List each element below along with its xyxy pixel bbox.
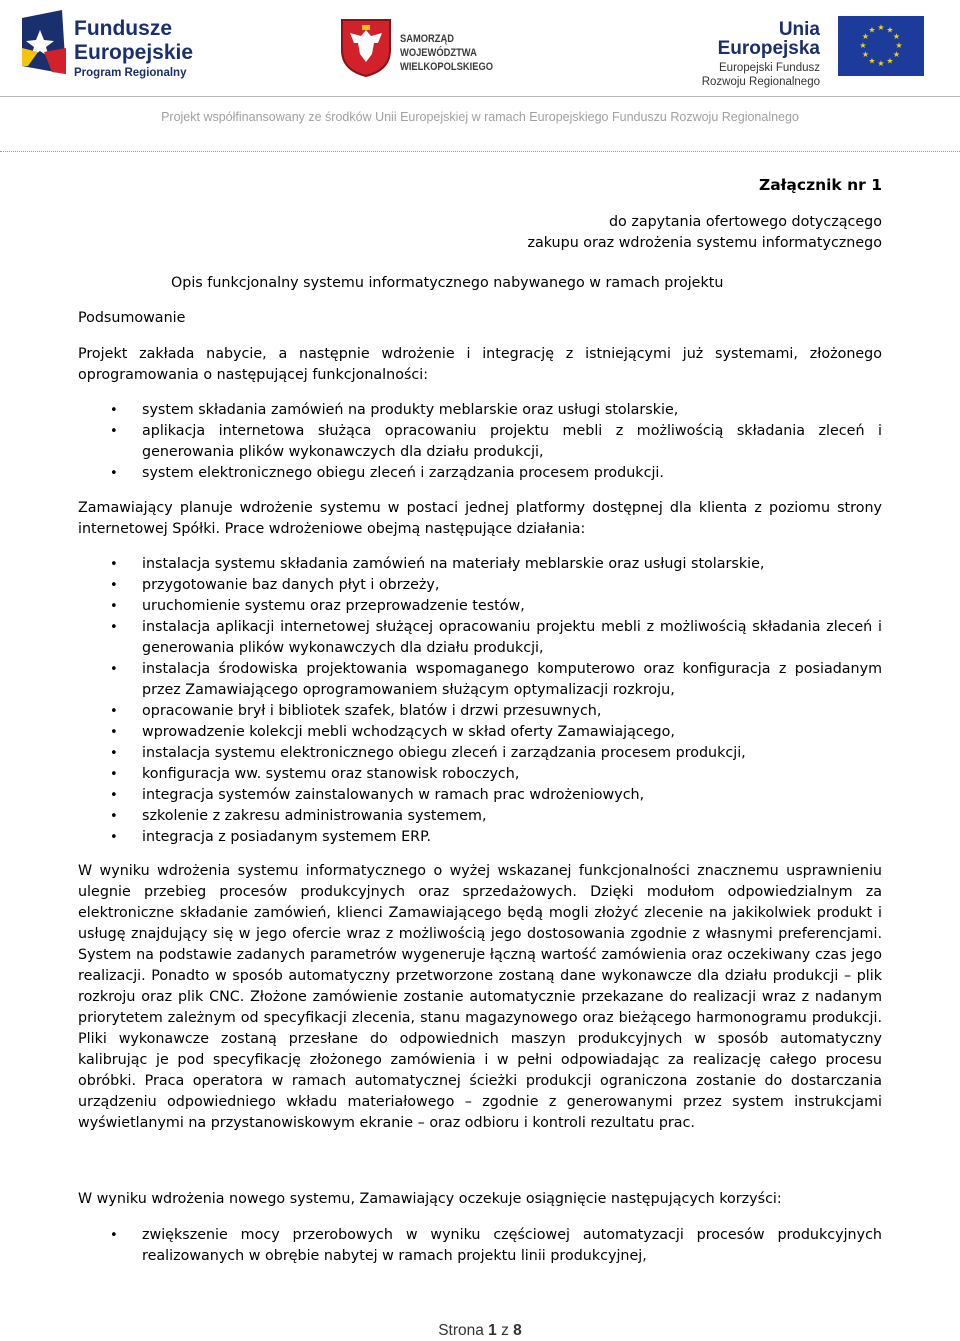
header-divider xyxy=(0,96,960,97)
wlkp-logo-line1: SAMORZĄD WOJEWÓDZTWA xyxy=(400,33,477,59)
svg-text:★: ★ xyxy=(886,25,894,35)
intro-paragraph: Projekt zakłada nabycie, a następnie wdrożenie i integrację z istniejącymi już systemami, złożonego oprogramowania o następującej funkcjonalności: xyxy=(78,346,882,383)
list-item: • instalacja systemu elektronicznego obiegu zleceń i zarządzania procesem produkcji, xyxy=(78,743,882,764)
result-paragraph: W wyniku wdrożenia systemu informatycznego o wyżej wskazanej funkcjonalności znacznemu usprawnieniu ulegnie przebieg procesów produkcyjnych oraz sprzedażowych. Dzięki modułom odpowiedzialnym za elektroniczne składanie zamówień, klienci Zamawiającego będą mogli złożyć zlecenie na jakikolwiek produkt i usługę znajdujący się w jego ofercie wraz z możliwością jego dostosowania zgodnie z własnymi preferencjami. System na podstawie zadanych parametrów wygeneruje łączną wartość zamówienia oraz oczekiwany czas jego realizacji. Ponadto w sposób automatyczny przetworzone zostaną dane wykonawcze dla działu produkcji – plik rozkroju oraz plik CNC. Złożone zamówienie zostanie automatycznie przekazane do realizacji wraz z nadanym priorytetem zależnym od specyfikacji zlecenia, stanu magazynowego oraz bieżącego harmonogramu produkcji. Pliki wykonawcze zostaną przesłane do odpowiednich maszyn produkcyjnych w sposób automatyczny kalibrując je pod specyfikację złożonego zamówienia i w pełni odpowiadając za realizację całego procesu obróbki. Praca operatora w ramach automatycznej ścieżki produkcji ograniczona zostanie do dostarczania urządzeniu odpowiedniego wkładu materiałowego – zgodnie z generowanymi przez system instrukcjami wyświetlanymi na przystanowiskowym ekranie – oraz odbioru i kontroli rezultatu prac. xyxy=(78,863,882,1131)
annex-reference-line1: do zapytania ofertowego dotyczącego xyxy=(608,214,882,230)
fe-logo-line3: Program Regionalny xyxy=(74,67,187,79)
wlkp-logo-line2: WIELKOPOLSKIEGO xyxy=(400,61,493,73)
svg-text:★: ★ xyxy=(886,56,894,66)
fe-logo-line2: Europejskie xyxy=(74,41,194,64)
list-item: • instalacja środowiska projektowania wspomaganego komputerowo oraz konfiguracja z posiadanym przez Zamawiającego oprogramowaniem służącym optymalizacji rozkroju, xyxy=(78,659,882,701)
svg-text:★: ★ xyxy=(895,41,903,50)
svg-text:★: ★ xyxy=(877,59,885,68)
svg-text:★: ★ xyxy=(892,32,901,41)
fundusze-europejskie-logo xyxy=(22,8,212,80)
page-header xyxy=(0,0,960,96)
svg-text:★: ★ xyxy=(877,23,885,32)
page-footer xyxy=(0,1322,960,1340)
list-item: • konfiguracja ww. systemu oraz stanowisk roboczych, xyxy=(78,764,882,785)
header-dotted-divider xyxy=(0,151,960,152)
list-item: • integracja z posiadanym systemem ERP. xyxy=(78,827,882,848)
svg-text:★: ★ xyxy=(868,25,876,35)
footer-page-total: 8 xyxy=(513,1322,522,1339)
list-item: • instalacja aplikacji internetowej służącej opracowaniu projektu mebli z możliwością składania zleceń i generowania plików wykonawczych dla działu produkcji, xyxy=(78,617,882,659)
annex-reference xyxy=(527,212,882,254)
fe-star-icon xyxy=(22,8,72,78)
ue-logo-line2: Europejski Fundusz xyxy=(719,62,820,74)
functions-list xyxy=(78,400,882,484)
list-item: • uruchomienie systemu oraz przeprowadzenie testów, xyxy=(78,596,882,617)
wielkopolska-logo xyxy=(338,16,538,78)
list-item: • instalacja systemu składania zamówień na materiały meblarskie oraz usługi stolarskie, xyxy=(78,554,882,575)
annex-title: Załącznik nr 1 xyxy=(758,176,882,194)
benefits-list xyxy=(78,1225,882,1267)
svg-text:★: ★ xyxy=(861,50,870,59)
svg-text:★: ★ xyxy=(892,50,901,59)
list-item: • opracowanie brył i bibliotek szafek, blatów i drzwi przesuwnych, xyxy=(78,701,882,722)
unia-europejska-logo xyxy=(674,14,924,88)
plan-paragraph: Zamawiający planuje wdrożenie systemu w postaci jednej platformy dostępnej dla klienta z poziomu strony internetowej Spółki. Prace wdrożeniowe obejmą następujące działania: xyxy=(78,500,882,537)
svg-text:★: ★ xyxy=(868,56,876,66)
annex-reference-line2: zakupu oraz wdrożenia systemu informatycznego xyxy=(527,235,882,251)
ue-logo-line1: Unia Europejska xyxy=(717,19,820,59)
list-item: • system składania zamówień na produkty meblarskie oraz usługi stolarskie, xyxy=(78,400,882,421)
fe-logo-line1: Fundusze xyxy=(74,17,172,40)
cofinancing-note: Projekt współfinansowany ze środków Unii Europejskiej w ramach Europejskiego Funduszu Rozwoju Regionalnego xyxy=(161,110,799,124)
benefits-intro: W wyniku wdrożenia nowego systemu, Zamawiający oczekuje osiągnięcie następujących korzyści: xyxy=(78,1191,782,1207)
list-item: • zwiększenie mocy przerobowych w wyniku częściowej automatyzacji procesów produkcyjnych realizowanych w obrębie nabytej w ramach projektu linii produkcyjnej, xyxy=(78,1225,882,1267)
list-item: • szkolenie z zakresu administrowania systemem, xyxy=(78,806,882,827)
svg-text:★: ★ xyxy=(859,41,867,50)
document-subtitle: Opis funkcjonalny systemu informatycznego nabywanego w ramach projektu xyxy=(171,275,724,291)
list-item: • integracja systemów zainstalowanych w ramach prac wdrożeniowych, xyxy=(78,785,882,806)
actions-list xyxy=(78,554,882,848)
list-item: • przygotowanie baz danych płyt i obrzeży, xyxy=(78,575,882,596)
footer-label: Strona xyxy=(438,1322,484,1339)
footer-page-number: 1 xyxy=(488,1322,497,1339)
list-item: • wprowadzenie kolekcji mebli wchodzących w skład oferty Zamawiającego, xyxy=(78,722,882,743)
ue-logo-line3: Rozwoju Regionalnego xyxy=(701,75,820,88)
section-heading: Podsumowanie xyxy=(78,310,186,326)
footer-of: z xyxy=(501,1322,509,1339)
eu-flag-icon xyxy=(838,16,924,76)
list-item: • system elektronicznego obiegu zleceń i zarządzania procesem produkcji. xyxy=(78,463,882,484)
list-item: • aplikacja internetowa służąca opracowaniu projektu mebli z możliwością składania zleceń i generowania plików wykonawczych dla działu produkcji, xyxy=(78,421,882,463)
svg-text:★: ★ xyxy=(861,32,870,41)
eagle-shield-icon xyxy=(338,16,394,78)
